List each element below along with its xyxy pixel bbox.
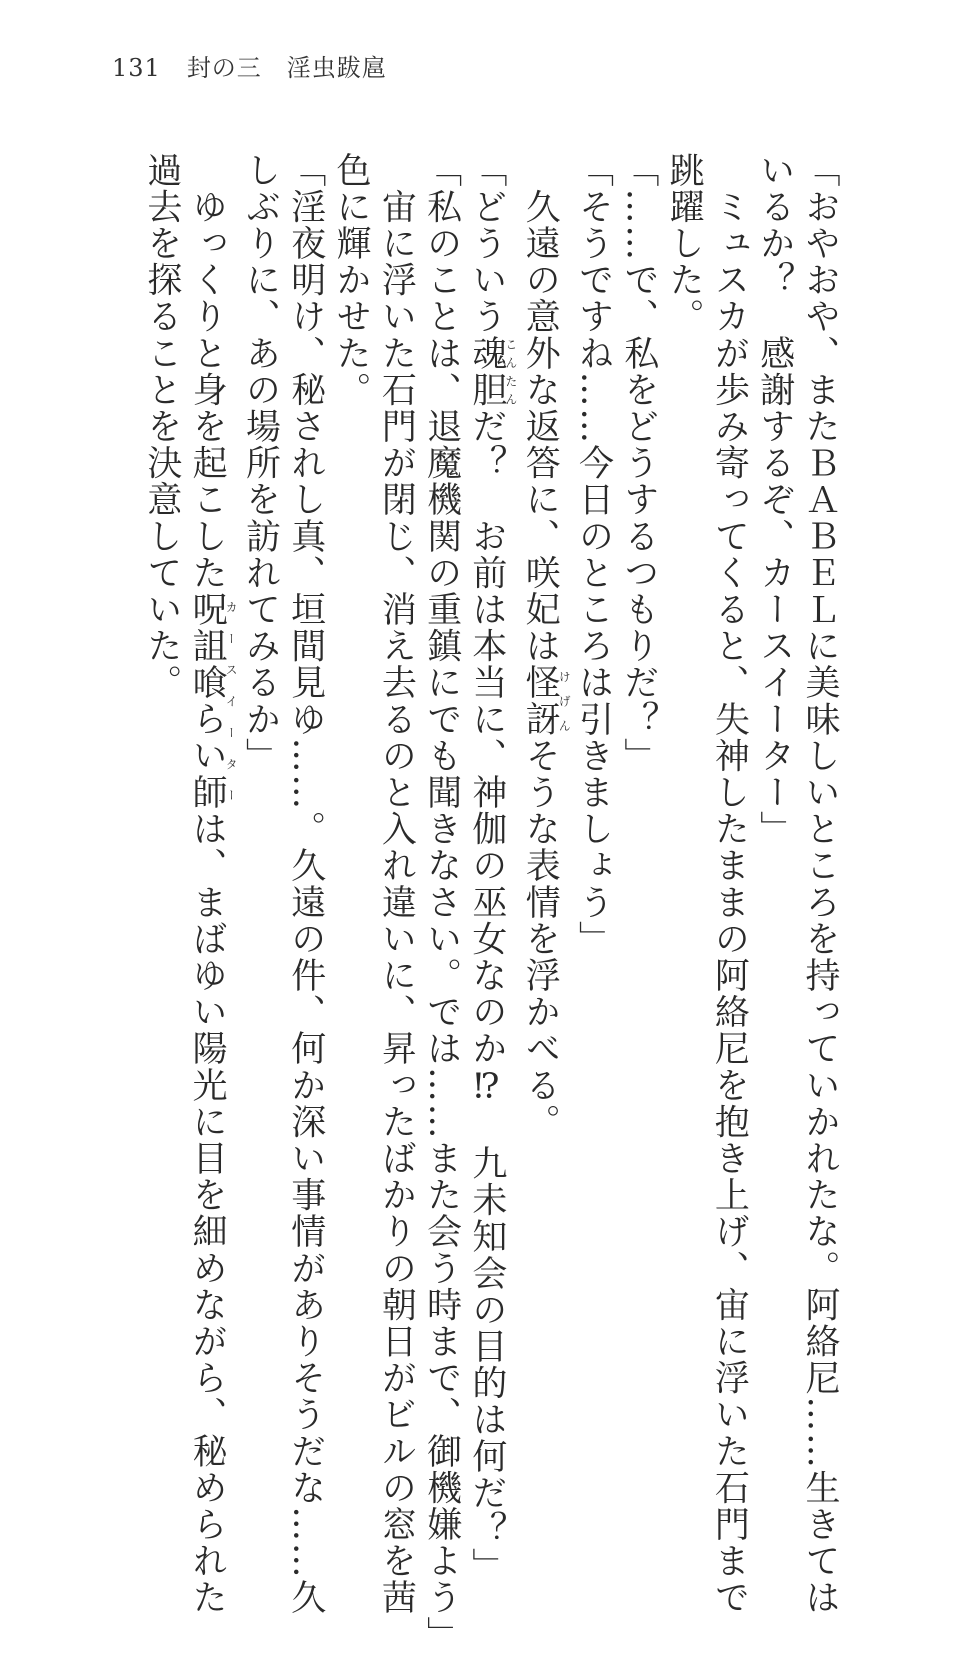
ruby-reading: けげん (557, 664, 572, 738)
ruby-base: 魂胆 (466, 335, 507, 409)
text-segment: 久遠の意外な返答に、咲妃は (520, 152, 561, 665)
ruby-base: 呪詛喰らい師 (187, 591, 228, 811)
ruby-konta (466, 335, 518, 409)
text-line: ミュスカが歩み寄ってくると、失神したままの阿絡尼を抱き上げ、宙に浮いた石門まで (709, 152, 750, 1616)
text-line (184, 152, 239, 1617)
text-segment: だ？ お前は本当に、神伽の巫女なのか⁉ 九未知会の目的は何だ？」 (466, 408, 507, 1585)
text-line: 宙に浮いた石門が閉じ、消え去るのと入れ違いに、昇ったばかりの朝日がビルの窓を茜 (376, 152, 417, 1616)
page-number: 131 (112, 54, 161, 82)
ruby-base: 怪訝 (520, 664, 561, 738)
text-line: 「私のことは、退魔機関の重鎮にでも聞きなさい。では……また会う時まで、御機嫌よう」 (421, 152, 462, 1653)
text-line: 色に輝かせた。 (331, 152, 372, 409)
ruby-curse-eater (187, 591, 239, 811)
text-segment: 「どういう (466, 152, 507, 335)
text-line: しぶりに、あの場所を訪れてみるか」 (240, 152, 281, 775)
ruby-kegen (520, 664, 572, 738)
text-line (464, 152, 518, 1585)
running-head (112, 48, 387, 83)
text-line (517, 152, 570, 1242)
text-line: いるか？ 感謝するぞ、カースイーター」 (754, 152, 795, 848)
text-segment: そうな表情を浮かべる。 (520, 737, 561, 1141)
text-line: 「そうですね……今日のところは引きましょう」 (573, 152, 614, 958)
text-segment: は、まばゆい陽光に目を細めながら、秘められた (187, 810, 228, 1617)
text-line: 「おやおや、またＢＡＢＥＬに美味しいところを持っていかれたな。阿絡尼……生きては (800, 152, 840, 1616)
chapter-title: 封の三 淫虫跋扈 (186, 54, 387, 82)
ruby-reading: こんたん (503, 335, 518, 409)
text-line: 跳躍した。 (664, 152, 705, 335)
ruby-reading: カースイーター (224, 591, 239, 811)
text-line: 過去を探ることを決意していた。 (141, 152, 182, 701)
text-segment: ゆっくりと身を起こした (187, 152, 228, 592)
text-line: 「……で、私をどうするつもりだ？」 (618, 152, 659, 775)
text-line: 「淫夜明け、秘されし真、垣間見ゆ……。久遠の件、何か深い事情がありそうだな……久 (285, 152, 326, 1616)
vertical-body-text (139, 152, 842, 1653)
